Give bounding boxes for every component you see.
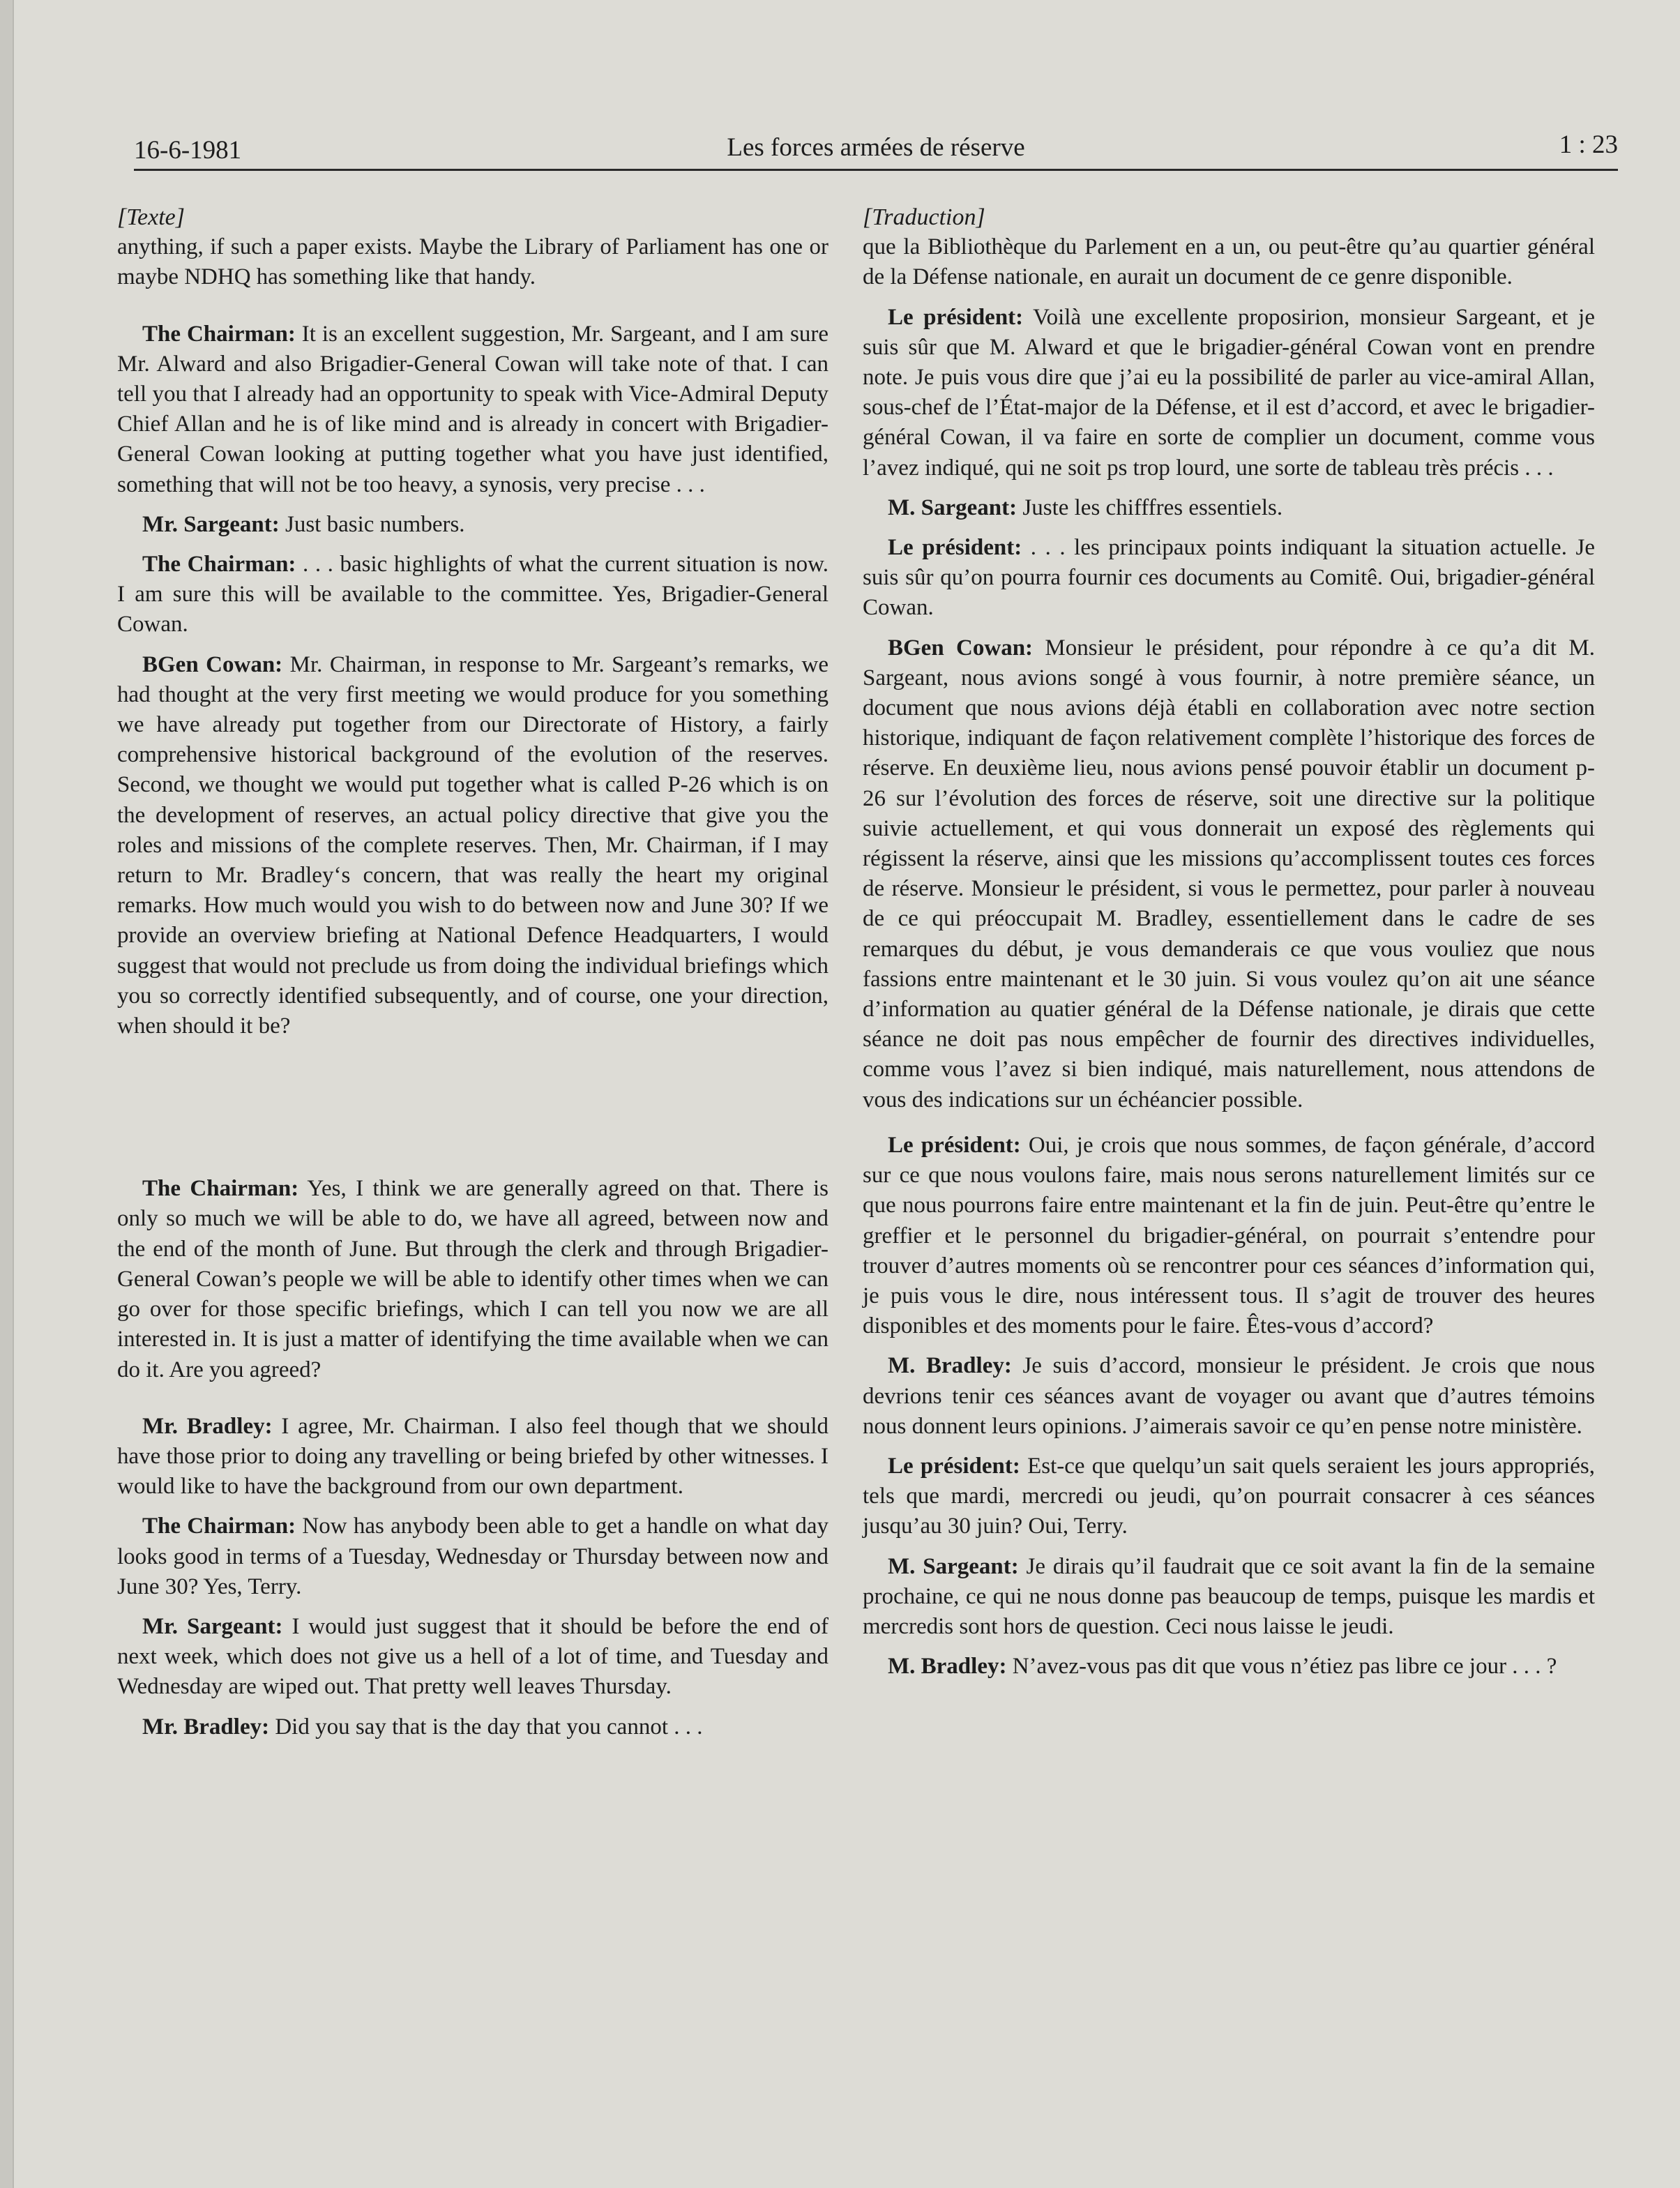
speaker: Mr. Sargeant:: [142, 511, 280, 537]
speaker: The Chairman:: [142, 1176, 299, 1202]
speaker: The Chairman:: [142, 321, 296, 347]
speech: Voilà une excellente proposirion, monsieur Sargeant, et je suis sûr que M. Alward et que le brigadier-général Cowan vont en prendre note. Je puis vous dire que j’ai eu la possibilité de parler au vice-amiral Allan, sous-chef de l’État-major de la Défense, et il est d’accord, et avec le brigadier-général Cowan, il va faire en sorte de complier un document, comme vous l’avez indiqué, qui ne soit ps trop lourd, une sorte de tableau très précis . . .: [863, 304, 1595, 481]
speaker: BGen Cowan:: [142, 651, 283, 677]
speaker: Le président:: [888, 535, 1022, 561]
speech: Est-ce que quelqu’un sait quels seraient les jours appropriés, tels que mardi, mercredi ou jeudi, qu’on pourrait consacrer à ces séances jusqu’au 30 juin? Oui, Terry.: [863, 1453, 1596, 1539]
speech: . . . basic highlights of what the current situation is now. I am sure this will be available to the committee. Yes, Brigadier-General Cowan.: [117, 552, 829, 637]
paragraph: [863, 1552, 1595, 1643]
paragraph: [117, 1174, 828, 1385]
paragraph: [863, 533, 1595, 624]
speaker: M. Sargeant:: [888, 495, 1017, 520]
speaker: Le président:: [888, 1453, 1020, 1479]
speech: Je dirais qu’il faudrait que ce soit avant la fin de la semaine prochaine, ce qui ne nous donne pas beaucoup de temps, puisque les mardis et mercredis sont hors de question. Ceci nous laisse le jeudi.: [863, 1553, 1595, 1639]
paragraph: [863, 493, 1595, 523]
running-header: [134, 130, 1618, 172]
paragraph: [863, 1131, 1595, 1341]
header-rule: [134, 169, 1618, 171]
speech: Just basic numbers.: [279, 511, 465, 537]
column-tag: [Texte]: [117, 204, 185, 230]
header-page-number: 1 : 23: [1559, 130, 1618, 159]
english-column: [117, 202, 828, 1742]
speech: . . . les principaux points indiquant la situation actuelle. Je suis sûr qu’on pourra fournir ces documents au Comitê. Oui, brigadier-général Cowan.: [863, 535, 1595, 621]
paragraph: [117, 1612, 828, 1703]
speech: I would just suggest that it should be before the end of next week, which does not give us a hell of a lot of time, and Tuesday and Wednesday are wiped out. That pretty well leaves Thursday.: [117, 1613, 828, 1700]
speech: I agree, Mr. Chairman. I also feel though that we should have those prior to doing any travelling or being briefed by other witnesses. I would like to have the background from our own department.: [117, 1413, 828, 1500]
speech: Monsieur le président, pour répondre à ce qu’a dit M. Sargeant, nous avions songé à vous fournir, à notre première séance, un document que nous avions déjà établi en collaboration avec notre section historique, indiquant de façon relativement complète l’historique des forces de réserve. En deuxième lieu, nous avions pensé pouvoir établir un document p-26 sur l’évolution des forces de réserve, soit une directive sur la politique suivie actuellement, et qui vous donnerait un exposé des règlements qui régissent la réserve, ainsi que les missions qu’accomplissent toutes ces forces de réserve. Monsieur le président, si vous le permettez, pour parler à nouveau de ce qui préoccupait M. Bradley, essentiellement dans le cadre de ses remarques du début, je vous demanderais ce que vous vouliez que nous fassions entre maintenant et le 30 juin. Si vous voulez qu’on ait une séance d’information au quatier général de la Défense nationale, je dirais que cette séance ne doit pas nous empêcher de fournir des directives individuelles, comme vous l’avez si bien indiqué, mais naturellement, nous attendons de vous des indications sur un échéancier possible.: [863, 635, 1595, 1112]
speech: Je suis d’accord, monsieur le président. Je crois que nous devrions tenir ces séances avant de voyager ou avant que d’autres témoins nous donnent leurs opinions. J’aimerais savoir ce qu’en pense notre ministère.: [863, 1353, 1596, 1439]
paragraph: [117, 510, 828, 540]
paragraph: [117, 1511, 828, 1602]
speech: Yes, I think we are generally agreed on that. There is only so much we will be able to do, we have all agreed, between now and the end of the month of June. But through the clerk and through Brigadier-General Cowan’s people we will be able to identify other times when we can go over for those specific briefings, which I can tell you now we are all interested in. It is just a matter of identifying the time available when we can do it. Are you agreed?: [117, 1176, 829, 1382]
speech: It is an excellent suggestion, Mr. Sargeant, and I am sure Mr. Alward and also Brigadier-General Cowan will take note of that. I can tell you that I already had an opportunity to speak with Vice-Admiral Deputy Chief Allan and he is of like mind and is already in concert with Brigadier-General Cowan looking at putting together what you have just identified, something that will not be too heavy, a synosis, very precise . . .: [117, 321, 829, 497]
paragraph: [117, 1712, 828, 1742]
paragraph: [117, 650, 828, 1042]
column-tag: [Traduction]: [863, 204, 985, 230]
speaker: Le président:: [888, 1132, 1021, 1158]
paragraph: [117, 319, 828, 500]
speaker: The Chairman:: [142, 1514, 296, 1539]
paragraph: [117, 550, 828, 640]
speaker: The Chairman:: [142, 552, 296, 578]
paragraph: anything, if such a paper exists. Maybe the Library of Parliament has one or maybe NDHQ has something like that handy.: [117, 234, 828, 290]
speaker: BGen Cowan:: [888, 635, 1034, 661]
speaker: Le président:: [888, 304, 1024, 330]
speech: Did you say that is the day that you cannot . . .: [269, 1714, 703, 1740]
speaker: Mr. Bradley:: [142, 1714, 270, 1740]
header-title: Les forces armées de réserve: [727, 133, 1025, 162]
paragraph: [117, 1412, 828, 1502]
speaker: Mr. Bradley:: [142, 1413, 273, 1439]
speaker: M. Bradley:: [888, 1654, 1007, 1680]
french-column: [863, 202, 1595, 1682]
speaker: M. Sargeant:: [888, 1553, 1019, 1579]
paragraph: que la Bibliothèque du Parlement en a un, ou peut-être qu’au quartier général de la Défense nationale, en aurait un document de ce genre disponible.: [863, 234, 1595, 290]
header-date: 16-6-1981: [134, 136, 242, 165]
speaker: M. Bradley:: [888, 1353, 1012, 1379]
paragraph: [863, 1351, 1595, 1442]
speech: Now has anybody been able to get a handle on what day looks good in terms of a Tuesday, Wednesday or Thursday between now and June 30? Yes, Terry.: [117, 1514, 829, 1599]
paragraph: [863, 633, 1595, 1115]
speech: Juste les chifffres essentiels.: [1017, 495, 1283, 520]
paragraph: [863, 303, 1595, 483]
paragraph: [863, 1652, 1595, 1682]
speech: Oui, je crois que nous sommes, de façon générale, d’accord sur ce que nous voulons faire, mais nous serons naturellement limités sur ce que nous pourrons faire entre maintenant et la fin de juin. Peut-être qu’entre le greffier et le personnel du brigadier-général, on pourrait s’entendre pour trouver d’autres moments où se rencontrer pour ces séances d’information qui, je puis vous le dire, nous intéressent tous. Il s’agit de trouver des heures disponibles et des moments pour le faire. Êtes-vous d’accord?: [863, 1132, 1595, 1339]
paragraph: [863, 1451, 1595, 1542]
speech: N’avez-vous pas dit que vous n’étiez pas libre ce jour . . . ?: [1006, 1654, 1557, 1680]
speech: Mr. Chairman, in response to Mr. Sargeant’s remarks, we had thought at the very first meeting we would produce for you something we have already put together from our Directorate of History, a fairly comprehensive historical background of the evolution of the reserves. Second, we thought we would put together what is called P-26 which is on the development of reserves, an actual policy directive that give you the roles and missions of the complete reserves. Then, Mr. Chairman, if I may return to Mr. Bradley‘s concern, that was really the heart my original remarks. How much would you wish to do between now and June 30? If we provide an overview briefing at National Defence Headquarters, I would suggest that would not preclude us from doing the individual briefings which you so correctly identified subsequently, and of course, one your direction, when should it be?: [117, 651, 829, 1039]
speaker: Mr. Sargeant:: [142, 1613, 283, 1639]
